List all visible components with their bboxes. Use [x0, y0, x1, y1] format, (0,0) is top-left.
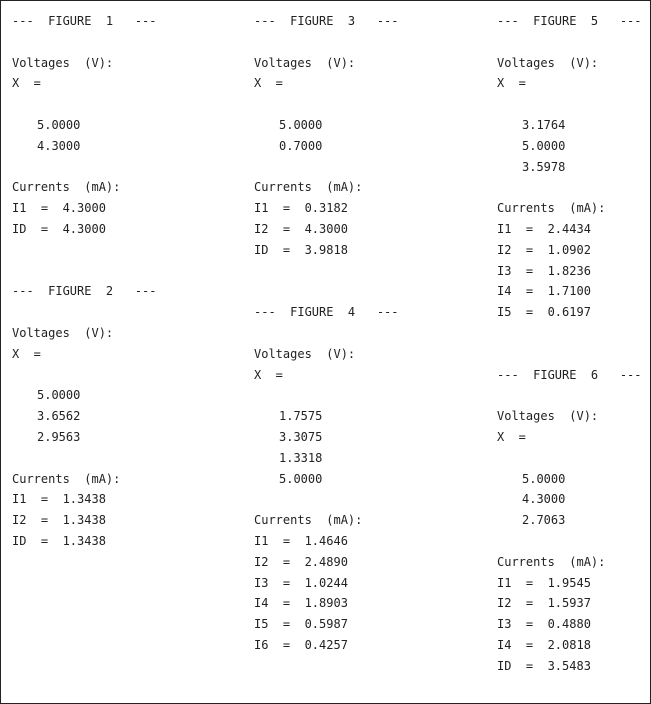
figure-5-voltage-1: 3.1764: [522, 117, 566, 132]
figure-5-currents-label: Currents (mA):: [497, 201, 606, 216]
figure-5-voltages-label: Voltages (V):: [497, 55, 599, 70]
figure-4-current-1: I1 = 1.4646: [254, 533, 348, 548]
figure-5-title: --- FIGURE 5 ---: [497, 14, 642, 28]
figure-4-current-5: I5 = 0.5987: [254, 617, 348, 632]
figure-6-currents-label: Currents (mA):: [497, 554, 606, 569]
figure-4-current-6: I6 = 0.4257: [254, 637, 348, 652]
figure-6-title: --- FIGURE 6 ---: [497, 367, 642, 382]
figure-6-current-5: ID = 3.5483: [497, 658, 591, 673]
figure-2-voltage-2: 3.6562: [37, 409, 81, 424]
figure-3-current-2: I2 = 4.3000: [254, 221, 348, 236]
figure-4-voltage-4: 5.0000: [279, 471, 323, 486]
column-1: [12, 11, 212, 552]
figure-2-voltage-1: 5.0000: [37, 388, 81, 403]
figure-3-voltages-label: Voltages (V):: [254, 55, 356, 70]
figure-4-voltage-3: 1.3318: [279, 450, 323, 465]
figure-2-title: --- FIGURE 2 ---: [12, 284, 157, 299]
figure-5-voltage-2: 5.0000: [522, 138, 566, 153]
figure-4-current-2: I2 = 2.4890: [254, 554, 348, 569]
figure-1-current-1: I1 = 4.3000: [12, 201, 106, 216]
figure-5-current-4: I4 = 1.7100: [497, 284, 591, 299]
figure-5-current-2: I2 = 1.0902: [497, 242, 591, 257]
figure-6-current-2: I2 = 1.5937: [497, 596, 591, 611]
figure-4-voltage-1: 1.7575: [279, 409, 323, 424]
figure-4-x-label: X =: [254, 367, 283, 382]
figure-4-current-4: I4 = 1.8903: [254, 596, 348, 611]
figure-3-current-3: ID = 3.9818: [254, 242, 348, 257]
figure-6-voltage-1: 5.0000: [522, 471, 566, 486]
figure-3-currents-label: Currents (mA):: [254, 180, 363, 195]
figure-2-current-2: I2 = 1.3438: [12, 513, 106, 528]
figure-4-current-3: I3 = 1.0244: [254, 575, 348, 590]
figure-4-voltage-2: 3.3075: [279, 429, 323, 444]
figure-1-voltages-label: Voltages (V):: [12, 55, 114, 70]
figure-1-currents-label: Currents (mA):: [12, 180, 121, 195]
figure-1-voltage-1: 5.0000: [37, 117, 81, 132]
figure-6-voltages-label: Voltages (V):: [497, 409, 599, 424]
figure-5-x-label: X =: [497, 76, 526, 91]
figure-4-currents-label: Currents (mA):: [254, 513, 363, 528]
figure-1-current-2: ID = 4.3000: [12, 221, 106, 236]
figure-2-x-label: X =: [12, 346, 41, 361]
figure-3-title: --- FIGURE 3 ---: [254, 14, 399, 28]
figure-3-voltage-2: 0.7000: [279, 138, 323, 153]
figure-2-voltages-label: Voltages (V):: [12, 325, 114, 340]
figure-5-current-5: I5 = 0.6197: [497, 305, 591, 320]
figure-5-voltage-3: 3.5978: [522, 159, 566, 174]
figure-2-current-1: I1 = 1.3438: [12, 492, 106, 507]
figure-6-current-3: I3 = 0.4880: [497, 617, 591, 632]
figure-2-voltage-3: 2.9563: [37, 429, 81, 444]
figure-6-voltage-3: 2.7063: [522, 513, 566, 528]
figure-6-voltage-2: 4.3000: [522, 492, 566, 507]
figure-3-voltage-1: 5.0000: [279, 117, 323, 132]
figure-4-title: --- FIGURE 4 ---: [254, 305, 399, 320]
figure-6-current-1: I1 = 1.9545: [497, 575, 591, 590]
figure-1-title: --- FIGURE 1 ---: [12, 14, 157, 28]
figure-4-voltages-label: Voltages (V):: [254, 346, 356, 361]
figure-3-x-label: X =: [254, 76, 283, 91]
column-2: [254, 11, 454, 656]
figure-1-x-label: X =: [12, 76, 41, 91]
figure-1-voltage-2: 4.3000: [37, 138, 81, 153]
figure-5-current-1: I1 = 2.4434: [497, 221, 591, 236]
figure-5-current-3: I3 = 1.8236: [497, 263, 591, 278]
figure-2-currents-label: Currents (mA):: [12, 471, 121, 486]
column-3: [497, 11, 647, 677]
figure-6-current-4: I4 = 2.0818: [497, 637, 591, 652]
figure-2-current-3: ID = 1.3438: [12, 533, 106, 548]
figure-3-current-1: I1 = 0.3182: [254, 201, 348, 216]
figure-6-x-label: X =: [497, 429, 526, 444]
